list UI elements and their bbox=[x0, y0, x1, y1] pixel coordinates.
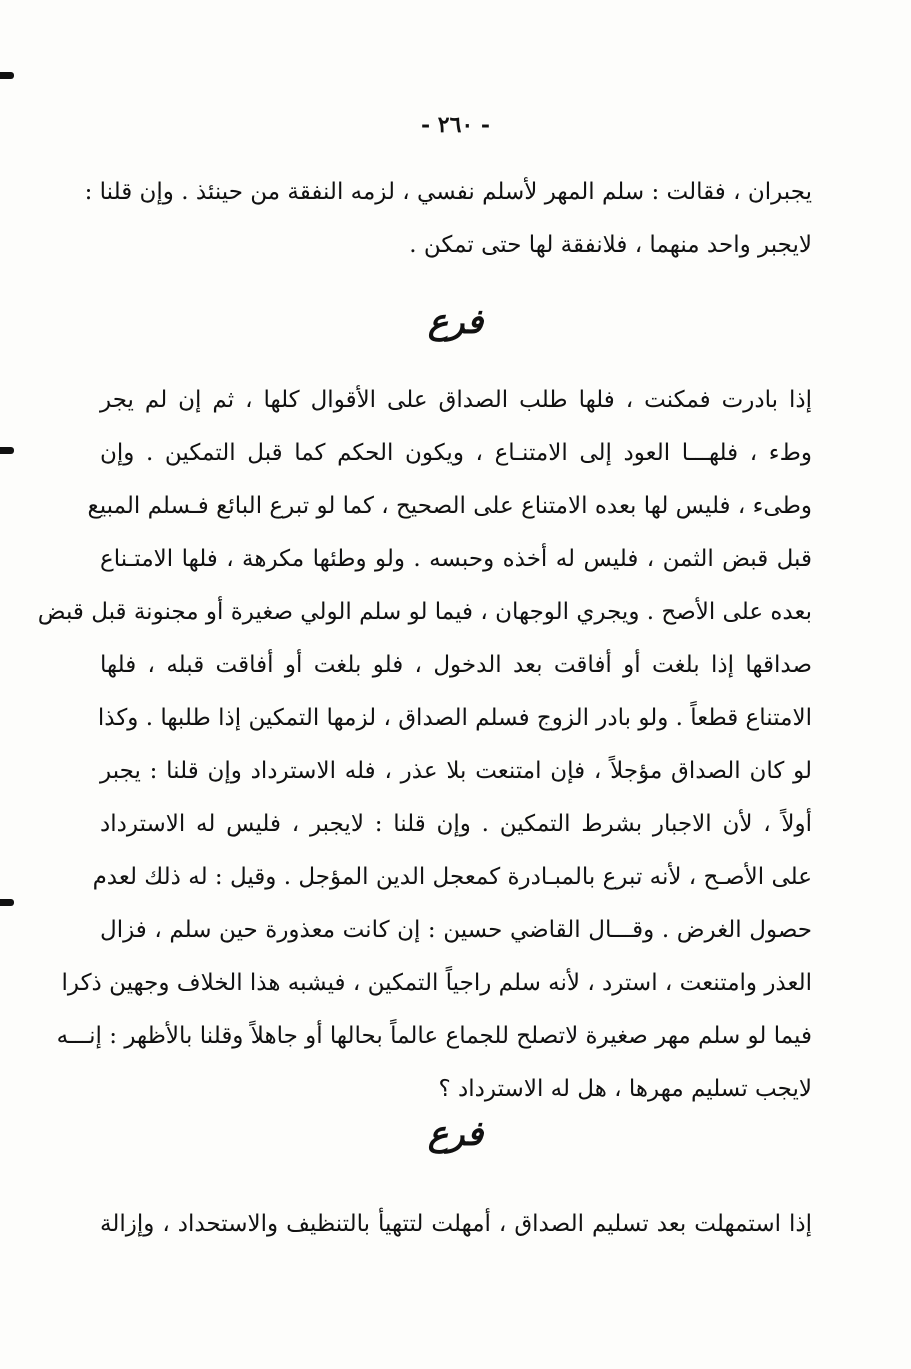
text-line: وطىء ، فليس لها بعده الامتناع على الصحيح ، كما لو تبرع البائع فـسلم المبيع bbox=[87, 493, 812, 519]
text-line: إذا استمهلت بعد تسليم الصداق ، أمهلت لتتهيأ بالتنظيف والاستحداد ، وإزالة bbox=[100, 1211, 812, 1237]
text-line: فيما لو سلم مهر صغيرة لاتصلح للجماع عالماً بحالها أو جاهلاً وقلنا بالأظهر : إنـــه bbox=[56, 1023, 812, 1049]
text-line: قبل قبض الثمن ، فليس له أخذه وحبسه . ولو وطئها مكرهة ، فلها الامتـناع bbox=[100, 546, 812, 572]
margin-mark bbox=[0, 447, 14, 454]
top-paragraph bbox=[84, 166, 812, 272]
text-line: صداقها إذا بلغت أو أفاقت بعد الدخول ، فلو بلغت أو أفاقت قبله ، فلها bbox=[100, 652, 812, 678]
section-heading: فرع bbox=[427, 302, 484, 342]
section-2-paragraph bbox=[100, 1198, 812, 1251]
text-line: لو كان الصداق مؤجلاً ، فإن امتنعت بلا عذر ، فله الاسترداد وإن قلنا : يجبر bbox=[100, 758, 812, 784]
text-line: العذر وامتنعت ، استرد ، لأنه سلم راجياً التمكين ، فيشبه هذا الخلاف وجهين ذكرا bbox=[61, 970, 812, 996]
text-line: حصول الغرض . وقـــال القاضي حسين : إن كانت معذورة حين سلم ، فزال bbox=[100, 917, 812, 943]
text-line: على الأصـح ، لأنه تبرع بالمبـادرة كمعجل الدين المؤجل . وقيل : له ذلك لعدم bbox=[92, 864, 812, 890]
margin-mark bbox=[0, 72, 14, 79]
section-1-paragraph bbox=[37, 374, 812, 1116]
margin-mark bbox=[0, 899, 14, 906]
text-line: وطء ، فلهـــا العود إلى الامتنـاع ، ويكون الحكم كما قبل التمكين . وإن bbox=[100, 440, 812, 466]
text-line: إذا بادرت فمكنت ، فلها طلب الصداق على الأقوال كلها ، ثم إن لم يجر bbox=[100, 387, 812, 413]
text-line: بعده على الأصح . ويجري الوجهان ، فيما لو سلم الولي صغيرة أو مجنونة قبل قبض bbox=[37, 599, 812, 625]
page-number: - ٢٦٠ - bbox=[420, 112, 491, 138]
text-line: لايجب تسليم مهرها ، هل له الاسترداد ؟ bbox=[438, 1076, 812, 1102]
text-line: أولاً ، لأن الاجبار بشرط التمكين . وإن قلنا : لايجبر ، فليس له الاسترداد bbox=[100, 811, 812, 837]
text-line: لايجبر واحد منهما ، فلانفقة لها حتى تمكن . bbox=[409, 232, 812, 258]
text-line: يجبران ، فقالت : سلم المهر لأسلم نفسي ، لزمه النفقة من حينئذ . وإن قلنا : bbox=[84, 179, 812, 205]
section-heading: فرع bbox=[427, 1114, 484, 1154]
text-line: الامتناع قطعاً . ولو بادر الزوج فسلم الصداق ، لزمها التمكين إذا طلبها . وكذا bbox=[97, 705, 812, 731]
